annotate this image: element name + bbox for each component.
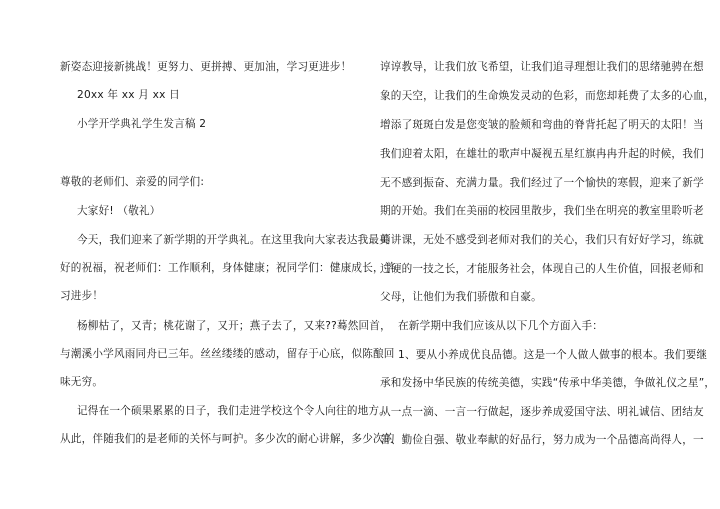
text-line: 新姿态迎接新挑战！更努力、更拼搏、更加油，学习更进步！: [60, 61, 352, 73]
paragraph-line: 我们迎着太阳，在雄壮的歌声中凝视五星红旗冉冉升起的时候，我们: [380, 148, 704, 160]
paragraph-line: 象的天空，让我们的生命焕发灵动的色彩，而您却耗费了太多的心血，: [380, 90, 715, 102]
paragraph-line: 善、勤俭自强、敬业奉献的好品行，努力成为一个品德高尚得人，一: [380, 434, 704, 446]
paragraph-line: 1、要从小养成优良品德。这是一个人做人做事的根本。我们要继: [398, 349, 708, 361]
paragraph-line: 在新学期中我们应该从以下几个方面入手：: [398, 320, 604, 332]
paragraph-line: 今天，我们迎来了新学期的开学典礼。在这里我向大家表达我最美: [77, 234, 391, 246]
paragraph-line: 增添了斑斑白发是您变皱的脸颊和弯曲的脊背托起了明天的太阳！当: [380, 119, 704, 131]
paragraph-line: 承和发扬中华民族的传统美德，实践“传承中华美德，争做礼仪之星”，: [380, 377, 716, 389]
paragraph-line: 父母，让他们为我们骄傲和自豪。: [380, 291, 542, 303]
paragraph-line: 过硬的一技之长，才能服务社会，体现自己的人生价值，回报老师和: [380, 263, 704, 275]
paragraph-line: 谆谆教导，让我们放飞希望，让我们追寻理想让我们的思绪驰骋在想: [380, 61, 704, 73]
paragraph-line: 记得在一个硕果累累的日子，我们走进学校这个令人向往的地方。: [77, 405, 391, 417]
section-title: 小学开学典礼学生发言稿 2: [77, 118, 207, 130]
paragraph-line: 从此，伴随我们的是老师的关怀与呵护。多少次的耐心讲解，多少次的: [60, 433, 395, 445]
paragraph-line: 期的开始。我们在美丽的校园里散步，我们坐在明亮的教室里聆听老: [380, 205, 704, 217]
paragraph-line: 好的祝福，祝老师们：工作顺利，身体健康；祝同学们：健康成长，学: [60, 262, 395, 274]
paragraph-line: 无不感到振奋、充满力量。我们经过了一个愉快的寒假，迎来了新学: [380, 177, 704, 189]
salutation: 尊敬的老师们、亲爱的同学们:: [60, 176, 205, 188]
greeting: 大家好! （敬礼）: [77, 205, 161, 217]
paragraph-line: 从一点一滴、一言一行做起，逐步养成爱国守法、明礼诚信、团结友: [380, 406, 704, 418]
paragraph-line: 杨柳枯了，又青；桃花谢了，又开；燕子去了，又来??蓦然回首，: [77, 320, 391, 332]
date-line: 20xx 年 xx 月 xx 日: [77, 89, 180, 101]
paragraph-line: 味无穷。: [60, 376, 104, 388]
paragraph-line: 习进步！: [60, 290, 104, 302]
paragraph-line: 与潮溪小学风雨同舟已三年。丝丝缕缕的感动，留存于心底，似陈酿回: [60, 348, 395, 360]
paragraph-line: 师讲课，无处不感受到老师对我们的关心，我们只有好好学习，练就: [380, 234, 704, 246]
